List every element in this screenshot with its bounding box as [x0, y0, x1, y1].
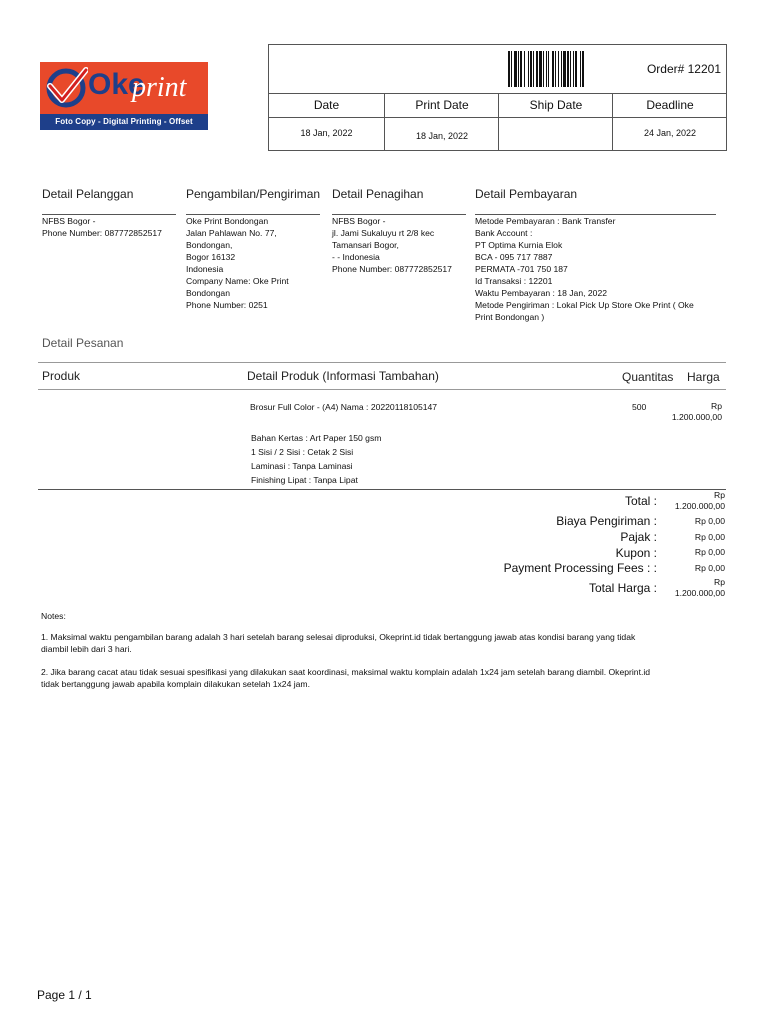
order-detail-title: Detail Pesanan: [42, 336, 124, 350]
column-quantitas: Quantitas: [622, 370, 674, 384]
logo-text-print: print: [132, 72, 187, 103]
ship-date-value: [499, 118, 613, 128]
tax-value: Rp 0,00: [694, 532, 725, 542]
payment-details: Metode Pembayaran : Bank Transfer Bank Account : PT Optima Kurnia Elok BCA - 095 717 7887 PERMATA -701 750 187 Id Transaksi : 12201 Waktu Pembayaran : 18 Jan, 2022 Metode Pengiriman : Lokal Pick Up Store Oke Print ( Oke Print Bondongan ): [475, 216, 694, 322]
shipping-details: Oke Print Bondongan Jalan Pahlawan No. 77, Bondongan, Bogor 16132 Indonesia Company Name: Oke Print Bondongan Phone Number: 0251: [186, 216, 289, 310]
logo-tagline: Foto Copy - Digital Printing - Offset: [40, 114, 208, 130]
processing-fee-label: Payment Processing Fees : :: [503, 561, 657, 575]
date-value: 18 Jan, 2022: [300, 128, 353, 138]
section-title-pelanggan: Detail Pelanggan: [42, 187, 134, 201]
product-specs: Bahan Kertas : Art Paper 150 gsm 1 Sisi / 2 Sisi : Cetak 2 Sisi Laminasi : Tanpa Laminasi Finishing Lipat : Tanpa Lipat: [251, 433, 382, 485]
page-number: Page 1 / 1: [37, 988, 92, 1002]
header-column-row: [269, 93, 726, 118]
coupon-value: Rp 0,00: [694, 547, 725, 557]
total-label: Total :: [624, 494, 657, 508]
header-col-print-date: Print Date: [384, 93, 499, 117]
column-produk: Produk: [42, 369, 81, 383]
print-date-value: 18 Jan, 2022: [415, 131, 469, 141]
note-item-1: 1. Maksimal waktu pengambilan barang adalah 3 hari setelah barang selesai diproduksi, Okeprint.id tidak bertanggung jawab atas kondisi barang yang tidak diambil lebih dari 3 hari.: [41, 632, 636, 654]
column-detail-produk: Detail Produk (Informasi Tambahan): [247, 369, 439, 383]
product-price: Rp 1.200.000,00: [671, 401, 722, 422]
barcode-icon: [508, 51, 614, 87]
table-top-border: [38, 362, 726, 363]
grand-total-label: Total Harga :: [588, 581, 657, 595]
billing-details: NFBS Bogor - jl. Jami Sukaluyu rt 2/8 kec Tamansari Bogor, - - Indonesia Phone Number: 087772852517: [332, 216, 452, 274]
column-harga: Harga: [687, 370, 720, 384]
section-title-pembayaran: Detail Pembayaran: [475, 187, 578, 201]
order-header-box: [268, 44, 727, 151]
shipping-cost-label: Biaya Pengiriman :: [556, 514, 657, 528]
product-quantity: 500: [632, 402, 647, 412]
product-name: Brosur Full Color - (A4) Nama : 20220118105147: [250, 402, 438, 412]
table-bottom-border: [38, 489, 726, 490]
section-title-pengiriman: Pengambilan/Pengiriman: [186, 187, 321, 201]
header-col-date: Date: [313, 98, 340, 112]
note-item-2: 2. Jika barang cacat atau tidak sesuai spesifikasi yang dilakukan saat koordinasi, maksimal waktu komplain adalah 1x24 jam setelah barang diambil. Okeprint.id tidak bertanggung jawab apabila komplain dilakukan setelah 1x24 jam.: [41, 667, 651, 689]
section-title-penagihan: Detail Penagihan: [332, 187, 424, 201]
header-col-deadline: Deadline: [612, 93, 727, 117]
check-mark-icon: [44, 66, 88, 108]
tax-label: Pajak :: [620, 530, 657, 544]
company-logo: [40, 62, 208, 130]
customer-details: NFBS Bogor - Phone Number: 087772852517: [42, 216, 162, 238]
notes-title: Notes:: [41, 611, 66, 621]
coupon-label: Kupon :: [615, 546, 657, 560]
logo-text-oke: Oke: [88, 68, 145, 101]
grand-total-value: Rp 1.200.000,00: [674, 577, 725, 598]
shipping-cost-value: Rp 0,00: [694, 516, 725, 526]
header-col-ship-date: Ship Date: [498, 93, 613, 117]
header-value-row: [269, 118, 726, 150]
processing-fee-value: Rp 0,00: [694, 563, 725, 573]
total-value: Rp 1.200.000,00: [674, 490, 725, 511]
deadline-value: 24 Jan, 2022: [643, 128, 697, 138]
table-header-border: [38, 389, 726, 390]
order-number: Order# 12201: [646, 62, 721, 76]
